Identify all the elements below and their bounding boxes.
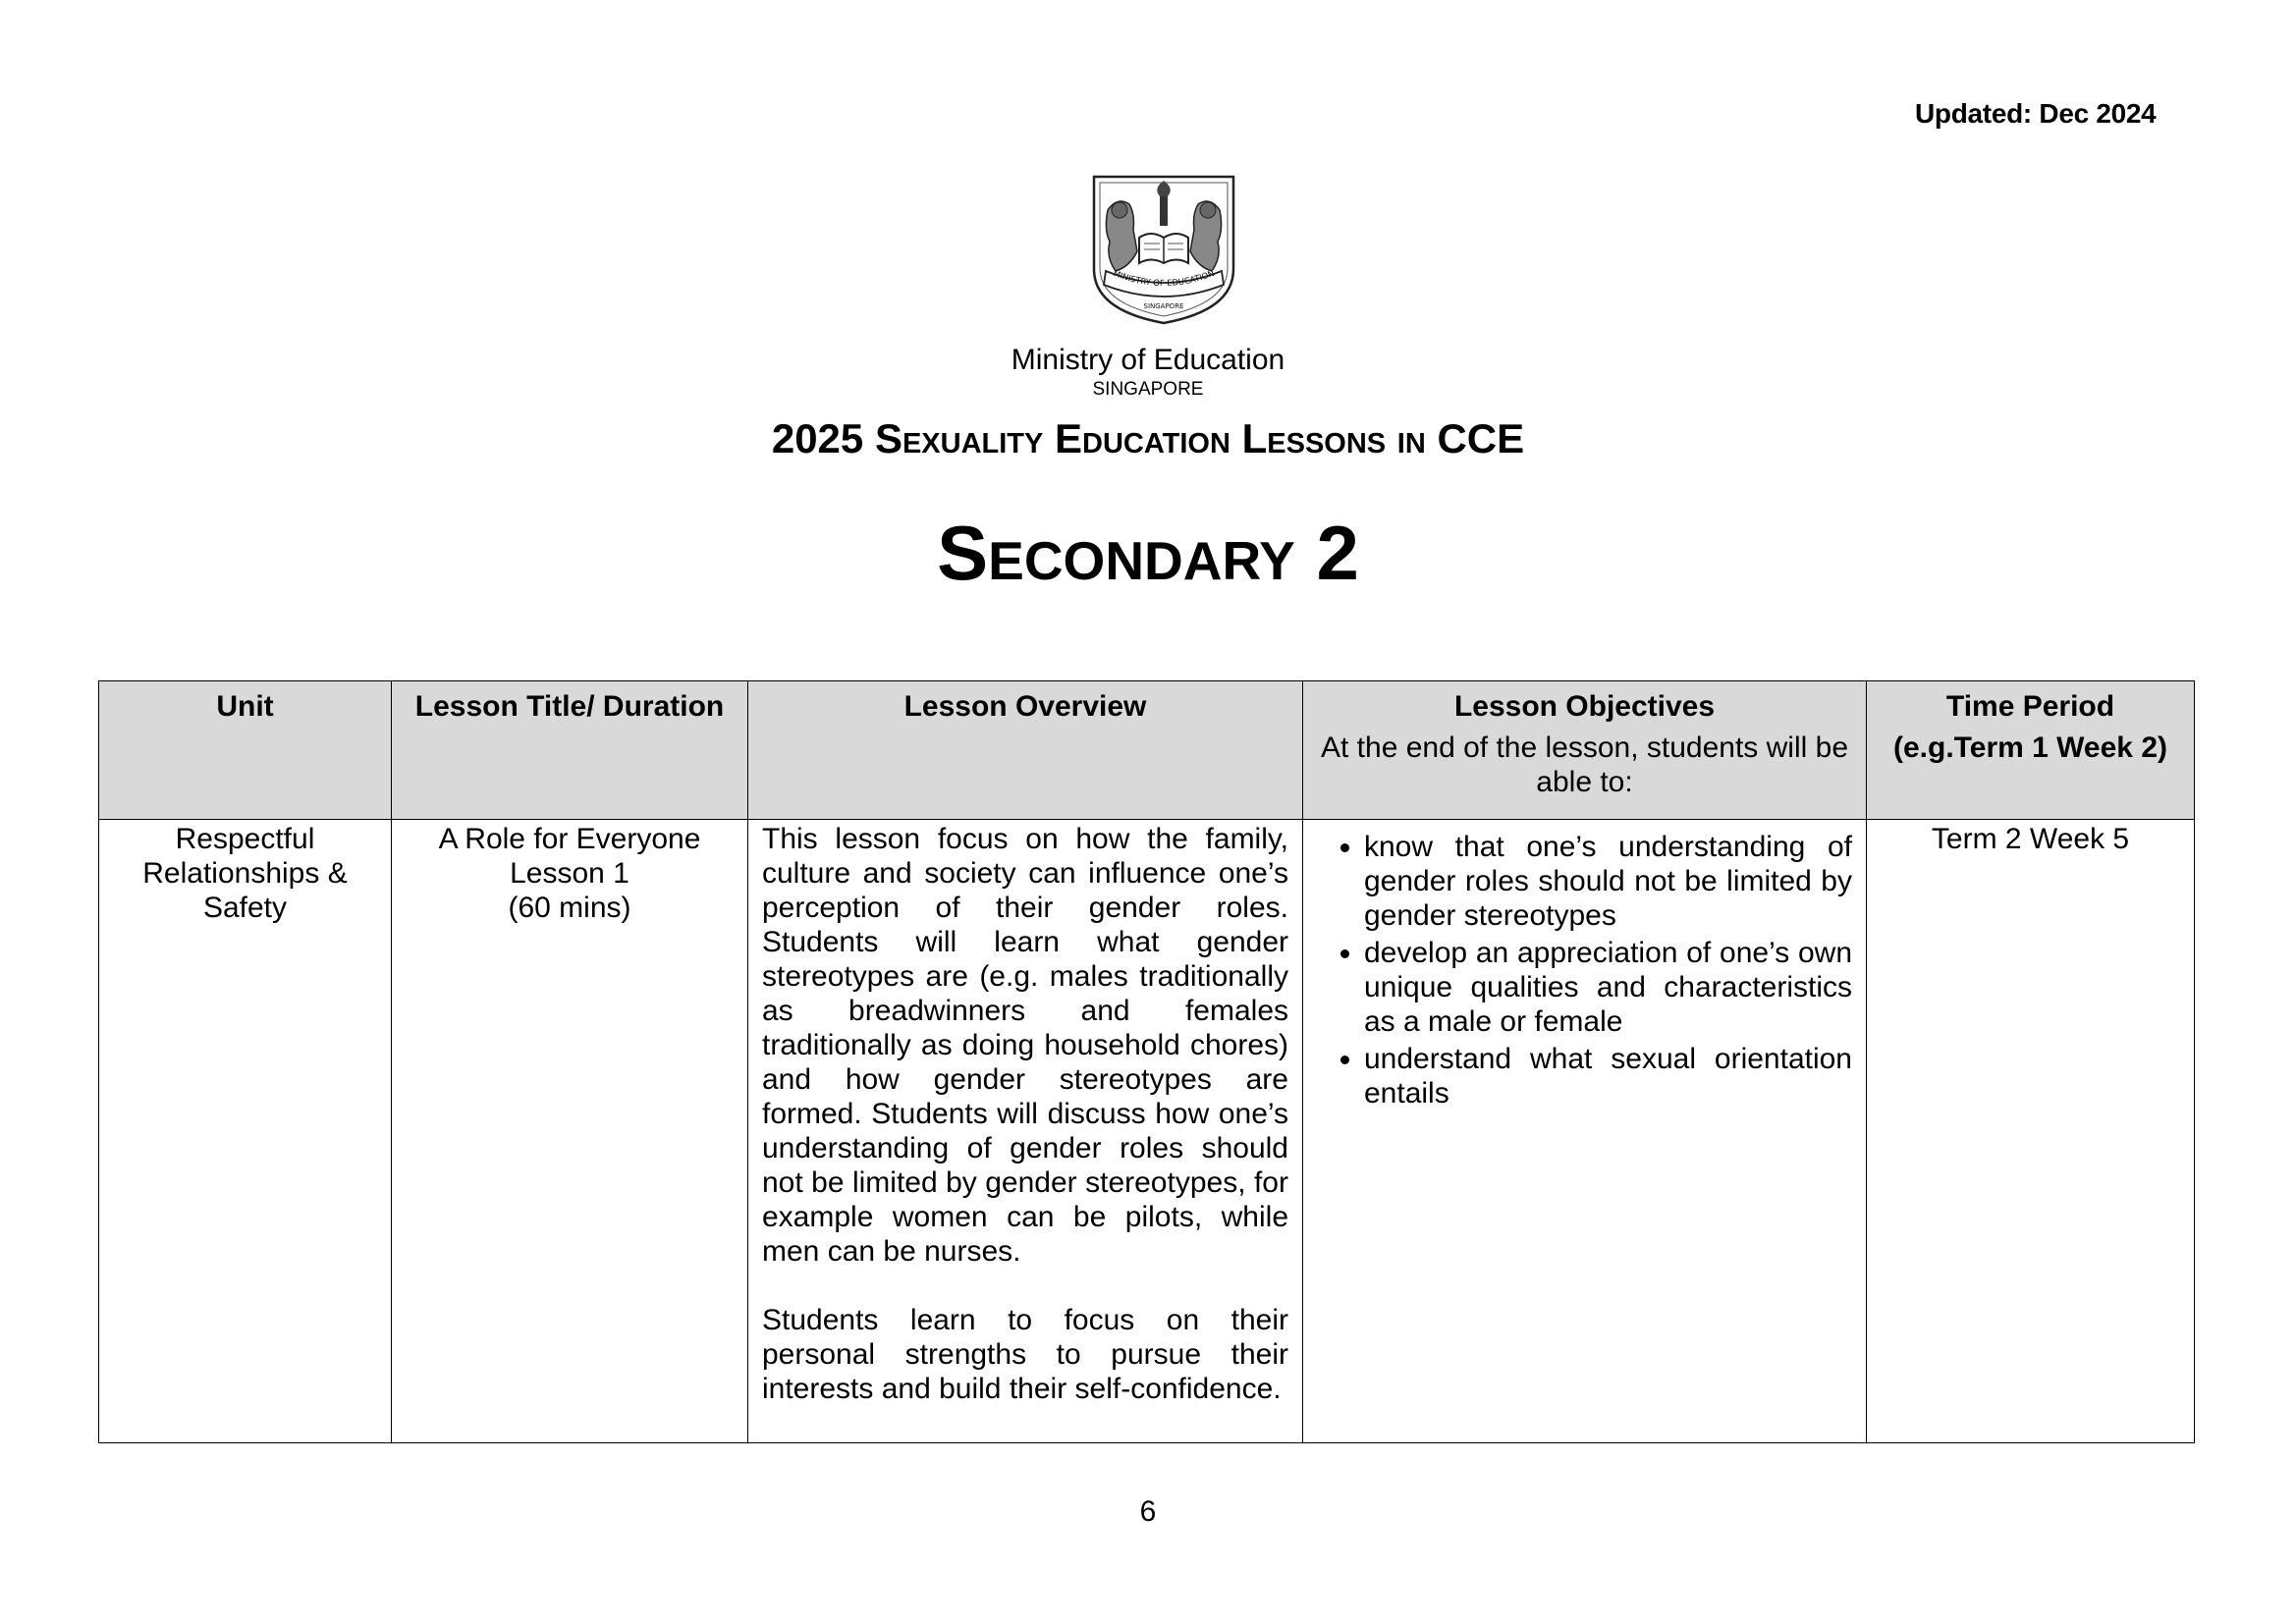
header-time-period-example: (e.g.Term 1 Week 2): [1893, 731, 2167, 764]
cell-time-period: Term 2 Week 5: [1867, 820, 2195, 1443]
svg-text:SINGAPORE: SINGAPORE: [1143, 302, 1184, 310]
cell-unit: Respectful Relationships & Safety: [99, 820, 392, 1443]
lesson-title: A Role for Everyone: [438, 823, 701, 855]
objectives-list: [1317, 830, 1852, 1110]
header-overview: [748, 681, 1303, 820]
objective-item: • understand what sexual orientation entails: [1364, 1042, 1852, 1110]
header-time-period-label: Time Period: [1945, 690, 2115, 723]
ministry-country: SINGAPORE: [1092, 379, 1204, 400]
lesson-duration: (60 mins): [508, 892, 631, 924]
svg-text:MINISTRY OF EDUCATION: MINISTRY OF EDUCATION: [1111, 268, 1217, 290]
header-lesson-title: [392, 681, 748, 820]
overview-paragraph-1: This lesson focus on how the family, culture and society can influence one’s perception of their gender roles. Students will learn what gender stereotypes are (e.g. males traditionally as breadwinners and females traditionally as doing household chores) and how gender stereotypes are formed. Students will discuss how one’s understanding of gender roles should not be limited by gender stereotypes, for example women can be pilots, while men can be nurses.: [762, 823, 1288, 1268]
cell-lesson-title: [392, 820, 748, 1443]
table-header-row: [99, 681, 2195, 820]
page-number: 6: [1139, 1495, 1157, 1528]
cell-objectives: [1303, 820, 1867, 1443]
table-row: [99, 820, 2195, 1443]
level-title: Secondary 2: [937, 510, 1359, 596]
updated-date: Updated: Dec 2024: [1915, 98, 2157, 129]
lessons-table: [98, 680, 2195, 1443]
header-overview-label: Lesson Overview: [903, 690, 1147, 723]
moe-crest-logo: [1090, 173, 1237, 326]
lesson-number: Lesson 1: [510, 857, 629, 890]
objective-item: • know that one’s understanding of gender roles should not be limited by gender stereotypes: [1364, 830, 1852, 933]
document-title: 2025 Sexuality Education Lessons in CCE: [771, 415, 1525, 461]
header-objectives-label: Lesson Objectives: [1453, 690, 1716, 723]
overview-paragraph-2: Students learn to focus on their personal strengths to pursue their interests and build their self-confidence.: [762, 1304, 1288, 1405]
header-lesson-title-label: Lesson Title/ Duration: [414, 690, 725, 723]
header-objectives: [1303, 681, 1867, 820]
objective-item: • develop an appreciation of one’s own unique qualities and characteristics as a male or female: [1364, 936, 1852, 1039]
header-unit: [99, 681, 392, 820]
header-unit-label: Unit: [216, 690, 274, 723]
cell-overview: [748, 820, 1303, 1443]
header-time-period: [1867, 681, 2195, 820]
header-objectives-subtitle: At the end of the lesson, students will be able to:: [1321, 731, 1848, 798]
ministry-name: Ministry of Education: [1011, 344, 1285, 376]
